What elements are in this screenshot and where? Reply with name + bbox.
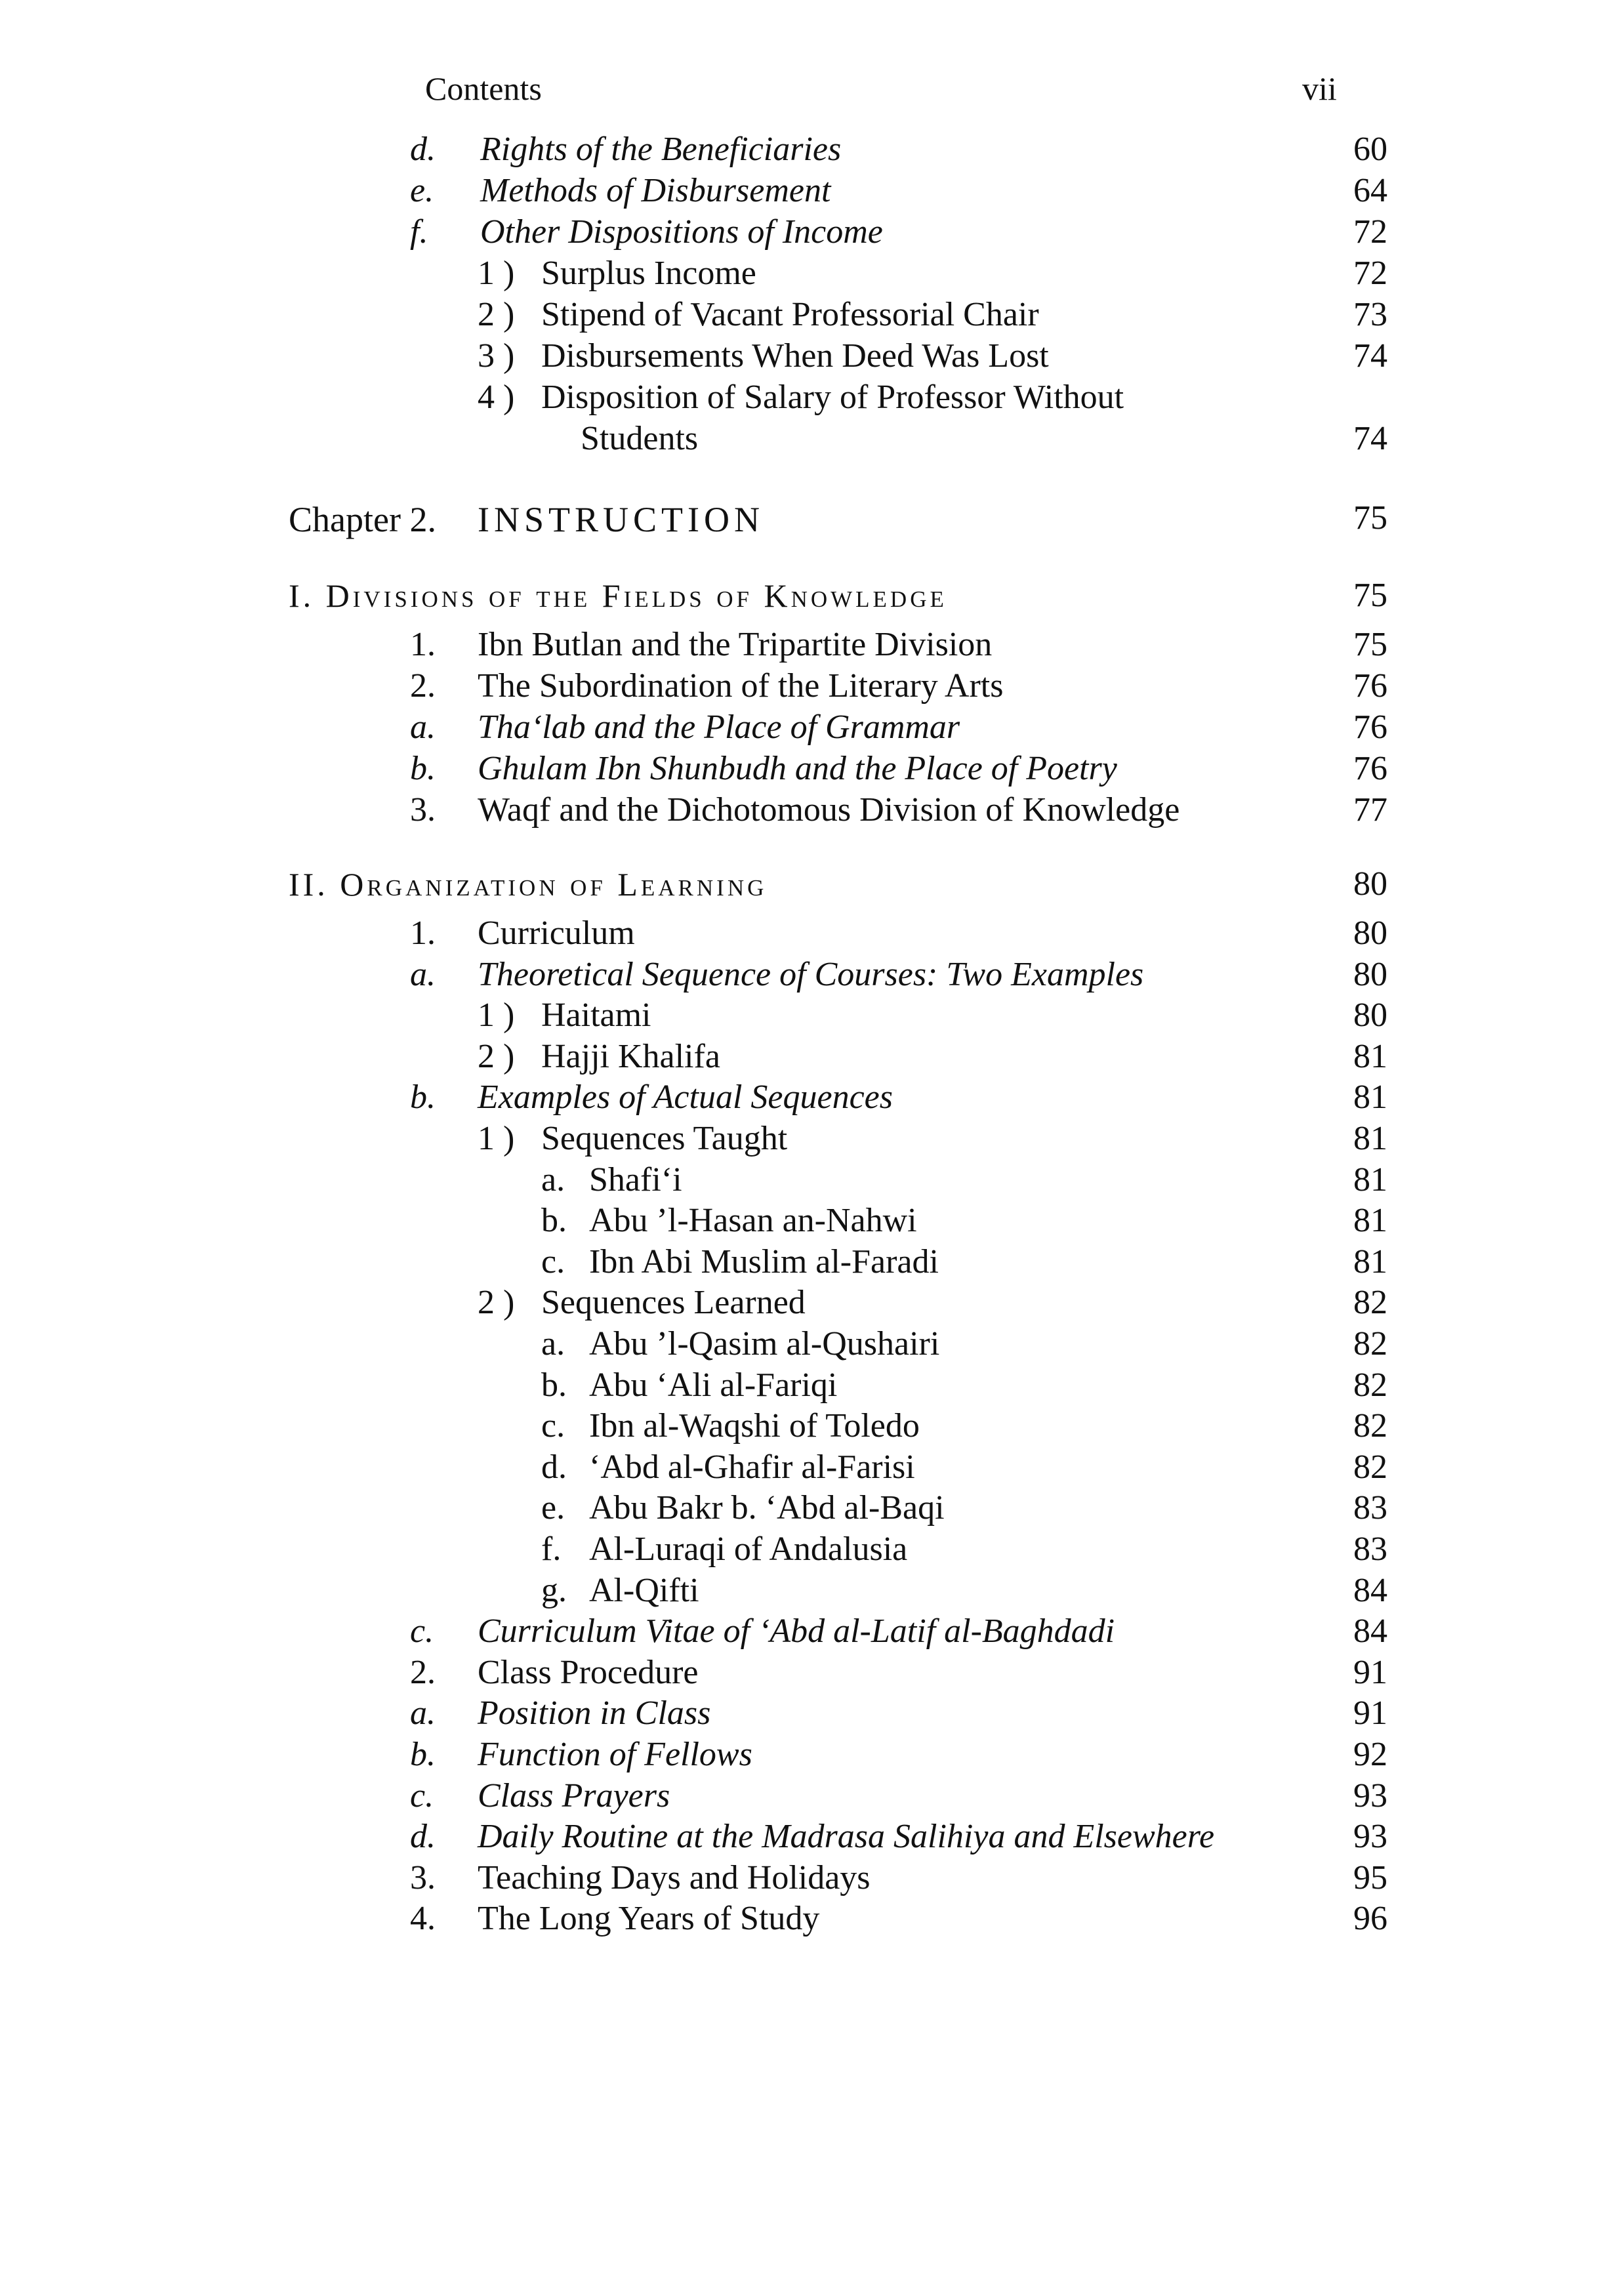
toc-entry-title: Al-Luraqi of Andalusia — [589, 1530, 908, 1568]
toc-entry-page: 93 — [1353, 1818, 1387, 1855]
toc-entry — [0, 252, 1621, 295]
toc-entry — [0, 1528, 1621, 1571]
toc-entry-page: 80 — [1353, 996, 1387, 1034]
toc-entry — [0, 1446, 1621, 1489]
toc-entry-page: 93 — [1353, 1777, 1387, 1814]
toc-entry-title: Ibn al-Waqshi of Toledo — [589, 1407, 920, 1445]
toc-entry-page: 81 — [1353, 1161, 1387, 1199]
toc-entry-marker: 1. — [410, 626, 436, 663]
toc-entry — [0, 335, 1621, 378]
toc-entry-title: Ibn Abi Muslim al-Faradi — [589, 1243, 939, 1281]
toc-entry-marker: b. — [410, 750, 436, 787]
toc-entry-title: Shafi‘i — [589, 1161, 682, 1199]
toc-entry-page: 96 — [1353, 1900, 1387, 1937]
toc-entry-page: 82 — [1353, 1366, 1387, 1404]
toc-entry-page: 81 — [1353, 1243, 1387, 1281]
toc-entry — [0, 1364, 1621, 1407]
toc-entry-title: Abu ’l-Qasim al-Qushairi — [589, 1325, 940, 1363]
section-heading — [0, 863, 1621, 906]
toc-entry — [0, 1856, 1621, 1900]
toc-entry-marker: e. — [541, 1489, 565, 1527]
toc-entry-title: Al-Qifti — [589, 1572, 699, 1609]
toc-entry — [0, 1281, 1621, 1324]
toc-entry-title-continued: Students — [581, 420, 699, 457]
toc-entry — [0, 1815, 1621, 1858]
running-header-title: Contents — [425, 70, 542, 107]
toc-entry-marker: b. — [410, 1736, 436, 1773]
toc-entry-title: Stipend of Vacant Professorial Chair — [541, 296, 1039, 333]
toc-entry-page: 77 — [1353, 791, 1387, 829]
toc-entry — [0, 953, 1621, 996]
toc-entry-marker: a. — [410, 956, 436, 993]
toc-entry-page: 81 — [1353, 1078, 1387, 1116]
toc-entry-marker: a. — [541, 1325, 565, 1363]
toc-entry — [0, 912, 1621, 955]
toc-entry — [0, 623, 1621, 666]
toc-entry-title: Position in Class — [478, 1694, 711, 1732]
toc-entry-page: 76 — [1353, 750, 1387, 787]
toc-entry-page: 64 — [1353, 172, 1387, 209]
toc-entry-title: Theoretical Sequence of Courses: Two Examples — [478, 956, 1144, 993]
toc-entry — [0, 1486, 1621, 1530]
toc-entry-title: Waqf and the Dichotomous Division of Knowledge — [478, 791, 1180, 829]
toc-entry-marker: f. — [541, 1530, 562, 1568]
toc-entry — [0, 994, 1621, 1037]
section-title: II. Organization of Learning — [289, 866, 768, 903]
toc-entry-marker: b. — [541, 1366, 567, 1404]
toc-entry-page: 75 — [1353, 626, 1387, 663]
chapter-title: INSTRUCTION — [478, 500, 764, 539]
toc-entry-continuation — [0, 417, 1621, 461]
toc-entry-title: Abu Bakr b. ‘Abd al-Baqi — [589, 1489, 945, 1527]
toc-entry-marker: a. — [410, 708, 436, 746]
toc-entry-page: 81 — [1353, 1202, 1387, 1239]
toc-entry-marker: 1 ) — [478, 1120, 515, 1157]
toc-entry-page: 73 — [1353, 296, 1387, 333]
running-header-page-number: vii — [1302, 70, 1337, 107]
toc-entry — [0, 1199, 1621, 1242]
toc-entry — [0, 1774, 1621, 1818]
toc-entry-marker: 2. — [410, 1654, 436, 1691]
toc-entry-marker: 2 ) — [478, 296, 515, 333]
toc-entry — [0, 1035, 1621, 1078]
toc-entry-title: Curriculum Vitae of ‘Abd al-Latif al-Baghdadi — [478, 1612, 1115, 1650]
section-page: 80 — [1353, 865, 1387, 903]
toc-entry — [0, 665, 1621, 708]
toc-entry-marker: d. — [410, 131, 436, 168]
toc-entry-marker: 1 ) — [478, 255, 515, 292]
toc-entry — [0, 1322, 1621, 1366]
toc-entry-title: Function of Fellows — [478, 1736, 752, 1773]
toc-entry-page: 83 — [1353, 1489, 1387, 1527]
toc-entry-page: 95 — [1353, 1859, 1387, 1896]
toc-entry-marker: c. — [410, 1777, 434, 1814]
toc-entry-title: Sequences Learned — [541, 1284, 806, 1321]
toc-entry-title: Curriculum — [478, 914, 635, 952]
toc-entry-title: Class Procedure — [478, 1654, 699, 1691]
toc-entry — [0, 128, 1621, 171]
section-page: 75 — [1353, 577, 1387, 614]
toc-entry-marker: b. — [541, 1202, 567, 1239]
toc-entry-marker: 4. — [410, 1900, 436, 1937]
toc-entry-marker: 4 ) — [478, 379, 515, 416]
toc-entry-title: Rights of the Beneficiaries — [480, 131, 842, 168]
toc-entry-marker: 3. — [410, 791, 436, 829]
toc-entry-title: Haitami — [541, 996, 651, 1034]
toc-entry-page: 83 — [1353, 1530, 1387, 1568]
toc-entry-marker: e. — [410, 172, 434, 209]
toc-entry-title: Ibn Butlan and the Tripartite Division — [478, 626, 993, 663]
toc-entry-title: Tha‘lab and the Place of Grammar — [478, 708, 960, 746]
toc-entry-marker: d. — [410, 1818, 436, 1855]
toc-entry — [0, 706, 1621, 749]
toc-entry-page: 72 — [1353, 213, 1387, 251]
toc-entry — [0, 1610, 1621, 1653]
toc-entry-page: 74 — [1353, 337, 1387, 375]
toc-entry-marker: a. — [410, 1694, 436, 1732]
section-heading — [0, 574, 1621, 617]
toc-entry-title: Hajji Khalifa — [541, 1038, 720, 1075]
toc-entry-page: 82 — [1353, 1448, 1387, 1486]
toc-entry — [0, 1733, 1621, 1776]
chapter-page: 75 — [1353, 499, 1387, 537]
toc-entry-page: 84 — [1353, 1612, 1387, 1650]
toc-entry-page: 74 — [1353, 420, 1387, 457]
toc-entry-page: 76 — [1353, 708, 1387, 746]
toc-entry-marker: g. — [541, 1572, 567, 1609]
toc-entry-marker: 3. — [410, 1859, 436, 1896]
toc-entry-page: 81 — [1353, 1120, 1387, 1157]
toc-entry-title: Teaching Days and Holidays — [478, 1859, 871, 1896]
toc-entry-page: 82 — [1353, 1284, 1387, 1321]
toc-entry-title: Examples of Actual Sequences — [478, 1078, 893, 1116]
toc-entry-marker: 1 ) — [478, 996, 515, 1034]
toc-entry-title: Disposition of Salary of Professor Without — [541, 379, 1124, 416]
toc-entry — [0, 1897, 1621, 1940]
toc-entry-page: 80 — [1353, 956, 1387, 993]
toc-entry-marker: 3 ) — [478, 337, 515, 375]
toc-entry — [0, 1569, 1621, 1612]
toc-entry-title: Daily Routine at the Madrasa Salihiya and Elsewhere — [478, 1818, 1215, 1855]
toc-entry-marker: c. — [541, 1243, 565, 1281]
toc-entry — [0, 211, 1621, 254]
toc-entry-title: Other Dispositions of Income — [480, 213, 883, 251]
toc-entry — [0, 1692, 1621, 1735]
toc-entry-page: 80 — [1353, 914, 1387, 952]
toc-entry-title: The Subordination of the Literary Arts — [478, 667, 1004, 705]
toc-entry-marker: f. — [410, 213, 428, 251]
toc-entry-title: Ghulam Ibn Shunbudh and the Place of Poetry — [478, 750, 1117, 787]
toc-entry-marker: 2 ) — [478, 1284, 515, 1321]
toc-entry-marker: 2 ) — [478, 1038, 515, 1075]
chapter-heading — [0, 497, 1621, 540]
toc-entry-page: 84 — [1353, 1572, 1387, 1609]
toc-entry — [0, 376, 1621, 419]
toc-entry-page: 91 — [1353, 1694, 1387, 1732]
toc-entry-title: Sequences Taught — [541, 1120, 788, 1157]
toc-entry — [0, 1117, 1621, 1160]
toc-entry-page: 82 — [1353, 1325, 1387, 1363]
toc-entry-title: ‘Abd al-Ghafir al-Farisi — [589, 1448, 915, 1486]
toc-entry-page: 91 — [1353, 1654, 1387, 1691]
toc-entry — [0, 1404, 1621, 1448]
toc-entry-title: The Long Years of Study — [478, 1900, 820, 1937]
toc-entry-marker: 2. — [410, 667, 436, 705]
toc-entry-page: 82 — [1353, 1407, 1387, 1445]
toc-entry — [0, 169, 1621, 213]
toc-entry-title: Abu ’l-Hasan an-Nahwi — [589, 1202, 917, 1239]
toc-entry — [0, 747, 1621, 790]
toc-entry-marker: d. — [541, 1448, 567, 1486]
toc-entry-marker: 1. — [410, 914, 436, 952]
toc-entry-page: 76 — [1353, 667, 1387, 705]
toc-entry — [0, 1240, 1621, 1284]
toc-entry-page: 60 — [1353, 131, 1387, 168]
toc-entry-page: 92 — [1353, 1736, 1387, 1773]
toc-entry-title: Class Prayers — [478, 1777, 670, 1814]
toc-entry — [0, 1158, 1621, 1202]
chapter-label: Chapter 2. — [289, 500, 436, 539]
toc-entry-marker: c. — [410, 1612, 434, 1650]
toc-entry — [0, 789, 1621, 832]
toc-entry-title: Methods of Disbursement — [480, 172, 831, 209]
toc-entry-page: 81 — [1353, 1038, 1387, 1075]
toc-entry — [0, 293, 1621, 337]
toc-entry-title: Disbursements When Deed Was Lost — [541, 337, 1049, 375]
section-title: I. Divisions of the Fields of Knowledge — [289, 577, 947, 614]
toc-entry-title: Abu ‘Ali al-Fariqi — [589, 1366, 838, 1404]
toc-entry-marker: a. — [541, 1161, 565, 1199]
toc-entry-marker: b. — [410, 1078, 436, 1116]
toc-entry-marker: c. — [541, 1407, 565, 1445]
toc-entry-page: 72 — [1353, 255, 1387, 292]
toc-entry — [0, 1651, 1621, 1694]
toc-entry — [0, 1076, 1621, 1119]
toc-entry-title: Surplus Income — [541, 255, 756, 292]
